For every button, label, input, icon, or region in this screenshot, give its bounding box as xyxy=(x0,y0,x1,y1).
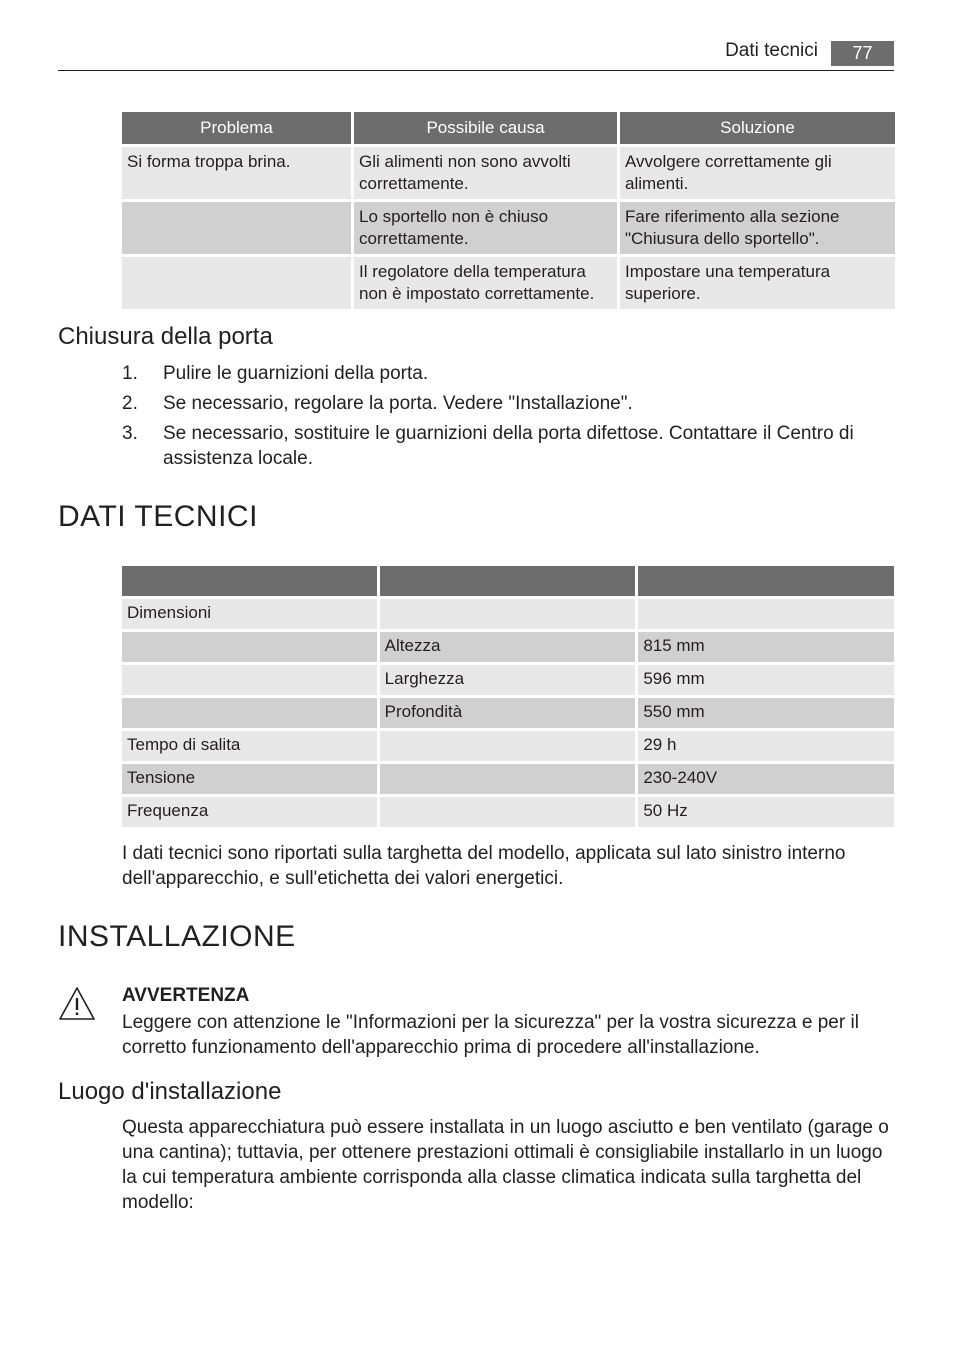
spec-value: 815 mm xyxy=(638,632,894,662)
list-item xyxy=(58,391,894,416)
spec-value: 29 h xyxy=(638,731,894,761)
step-text: Pulire le guarnizioni della porta. xyxy=(163,363,429,384)
spec-sublabel: Profondità xyxy=(380,698,636,728)
page-number: 77 xyxy=(831,41,894,66)
problem-cell xyxy=(122,202,351,254)
tech-data-note: I dati tecnici sono riportati sulla targhetta del modello, applicata sul lato sinistro interno dell'apparecchio, e sull'etichetta dei valori energetici. xyxy=(122,843,846,889)
location-text: Questa apparecchiatura può essere installata in un luogo asciutto e ben ventilato (garage o una cantina); tuttavia, per ottenere prestazioni ottimali è consigliabile installarlo in un luogo la cui temperatura ambiente corrisponda alla classe climatica indicata sulla targhetta del modello: xyxy=(122,1117,889,1213)
location-heading: Luogo d'installazione xyxy=(58,1078,282,1105)
troubleshooting-table xyxy=(119,109,898,312)
table-row xyxy=(122,599,894,629)
column-header xyxy=(638,566,894,596)
cause-cell: Il regolatore della temperatura non è impostato correttamente. xyxy=(354,257,617,309)
warning-title: AVVERTENZA xyxy=(122,985,250,1006)
column-header-problem: Problema xyxy=(122,112,351,144)
table-row xyxy=(122,764,894,794)
spec-label: Tempo di salita xyxy=(122,731,377,761)
spec-sublabel xyxy=(380,764,636,794)
cause-cell: Lo sportello non è chiuso correttamente. xyxy=(354,202,617,254)
running-header-title: Dati tecnici xyxy=(725,40,818,61)
problem-cell xyxy=(122,257,351,309)
problem-cell: Si forma troppa brina. xyxy=(122,147,351,199)
header-divider xyxy=(58,70,894,71)
table-row xyxy=(122,632,894,662)
spec-value: 596 mm xyxy=(638,665,894,695)
warning-text: Leggere con attenzione le "Informazioni per la sicurezza" per la vostra sicurezza e per il corretto funzionamento dell'apparecchio prima di procedere all'installazione. xyxy=(122,1012,859,1058)
spec-sublabel: Altezza xyxy=(380,632,636,662)
table-row xyxy=(122,147,895,199)
spec-value: 230-240V xyxy=(638,764,894,794)
step-number: 1. xyxy=(122,363,138,384)
tech-data-table xyxy=(119,563,897,830)
warning-triangle-icon xyxy=(58,986,96,1022)
solution-cell: Fare riferimento alla sezione "Chiusura dello sportello". xyxy=(620,202,895,254)
spec-sublabel xyxy=(380,797,636,827)
spec-value xyxy=(638,599,894,629)
column-header-cause: Possibile causa xyxy=(354,112,617,144)
table-header-row xyxy=(122,112,895,144)
spec-value: 50 Hz xyxy=(638,797,894,827)
list-item xyxy=(58,361,894,386)
table-row xyxy=(122,698,894,728)
solution-cell: Impostare una temperatura superiore. xyxy=(620,257,895,309)
door-closure-steps xyxy=(58,361,894,476)
step-number: 3. xyxy=(122,423,138,444)
solution-cell: Avvolgere correttamente gli alimenti. xyxy=(620,147,895,199)
spec-label: Dimensioni xyxy=(122,599,377,629)
cause-cell: Gli alimenti non sono avvolti correttamente. xyxy=(354,147,617,199)
table-row xyxy=(122,665,894,695)
table-row xyxy=(122,257,895,309)
spec-sublabel xyxy=(380,731,636,761)
table-row xyxy=(122,797,894,827)
spec-sublabel: Larghezza xyxy=(380,665,636,695)
table-row xyxy=(122,202,895,254)
column-header-solution: Soluzione xyxy=(620,112,895,144)
step-text: Se necessario, regolare la porta. Vedere "Installazione". xyxy=(163,393,633,414)
spec-label: Tensione xyxy=(122,764,377,794)
spec-value: 550 mm xyxy=(638,698,894,728)
table-header-row xyxy=(122,566,894,596)
table-row xyxy=(122,731,894,761)
list-item xyxy=(58,421,894,471)
spec-label xyxy=(122,698,377,728)
door-closure-heading: Chiusura della porta xyxy=(58,323,273,350)
installation-heading: INSTALLAZIONE xyxy=(58,920,296,953)
spec-label xyxy=(122,665,377,695)
column-header xyxy=(380,566,636,596)
tech-data-heading: DATI TECNICI xyxy=(58,500,258,533)
step-text: Se necessario, sostituire le guarnizioni della porta difettose. Contattare il Centro di assistenza locale. xyxy=(163,423,854,469)
column-header xyxy=(122,566,377,596)
step-number: 2. xyxy=(122,393,138,414)
spec-label: Frequenza xyxy=(122,797,377,827)
spec-label xyxy=(122,632,377,662)
spec-sublabel xyxy=(380,599,636,629)
